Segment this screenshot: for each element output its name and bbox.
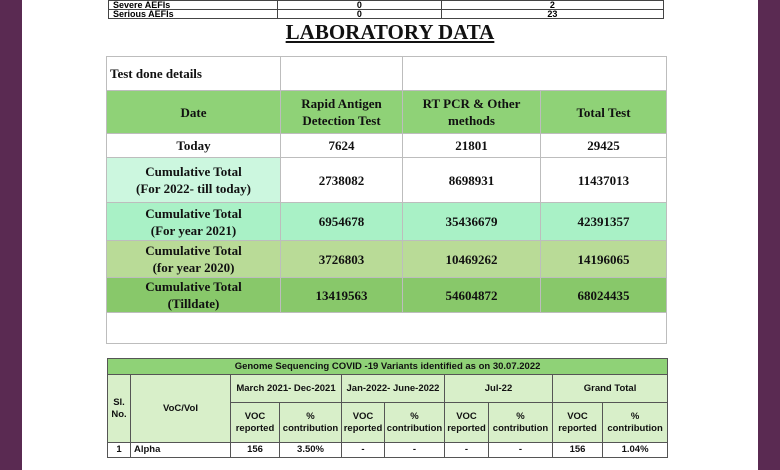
row-date: Today [107,134,281,158]
table-row [109,1,664,10]
test-done-caption: Test done details [107,57,281,91]
aefi-label: Serious AEFIs [109,10,278,19]
table-row [107,313,667,344]
column-header-rtpcr: RT PCR & Other methods [403,91,541,134]
sub-header-voc: VOC reported [445,403,489,443]
sub-header-pct: % contribution [280,403,342,443]
total-value: 42391357 [541,203,667,241]
row-date-line1: Cumulative Total [145,243,242,258]
table-header-row [107,91,667,134]
empty-cell [403,57,667,91]
table-row [107,278,667,313]
table-row [107,158,667,203]
laboratory-data-title: LABORATORY DATA [285,20,495,44]
rtpcr-value: 35436679 [403,203,541,241]
row-cell: - [342,443,385,458]
table-row [107,203,667,241]
rtpcr-value: 54604872 [403,278,541,313]
rapid-value: 13419563 [281,278,403,313]
rapid-value: 7624 [281,134,403,158]
row-cell: 1.04% [603,443,668,458]
right-frame-border [758,0,780,470]
genome-sequencing-table [107,358,668,458]
column-header-date: Date [107,91,281,134]
row-date [107,241,281,278]
rapid-value: 6954678 [281,203,403,241]
total-value: 14196065 [541,241,667,278]
column-header-rapid-antigen: Rapid Antigen Detection Test [281,91,403,134]
total-value: 11437013 [541,158,667,203]
sub-header-voc: VOC reported [231,403,280,443]
period-header: March 2021- Dec-2021 [231,375,342,403]
left-frame-border [0,0,22,470]
row-sl: 1 [108,443,131,458]
total-value: 68024435 [541,278,667,313]
row-date-line1: Cumulative Total [145,279,242,294]
rapid-value: 2738082 [281,158,403,203]
total-value: 29425 [541,134,667,158]
row-date [107,203,281,241]
row-cell: - [445,443,489,458]
empty-cell [281,57,403,91]
aefi-label: Severe AEFIs [109,1,278,10]
row-cell: 3.50% [280,443,342,458]
laboratory-data-table [106,56,667,344]
sub-header-voc: VOC reported [342,403,385,443]
table-row [107,241,667,278]
rapid-value: 3726803 [281,241,403,278]
period-header: Jul-22 [445,375,553,403]
row-date-line1: Cumulative Total [145,205,242,221]
row-date-line2: (for year 2020) [152,260,235,275]
genome-title: Genome Sequencing COVID -19 Variants identified as on 30.07.2022 [108,359,668,375]
row-date-line2: (For 2022- till today) [136,181,251,196]
table-row [107,134,667,158]
row-date [107,158,281,203]
column-header-sl-no: Sl. No. [108,375,131,443]
aefi-value: 2 [441,1,663,10]
period-header: Jan-2022- June-2022 [342,375,445,403]
aefi-value: 0 [278,1,442,10]
table-row [107,57,667,91]
row-cell: - [385,443,445,458]
row-cell: 156 [231,443,280,458]
sub-header-pct: % contribution [385,403,445,443]
sub-header-pct: % contribution [603,403,668,443]
row-date-line2: (Tilldate) [167,296,220,311]
column-header-total-test: Total Test [541,91,667,134]
row-date-line1: Cumulative Total [145,164,242,179]
rtpcr-value: 8698931 [403,158,541,203]
sub-header-pct: % contribution [489,403,553,443]
aefi-value: 23 [441,10,663,19]
table-row [108,443,668,458]
rtpcr-value: 10469262 [403,241,541,278]
aefi-value: 0 [278,10,442,19]
column-header-voc-voi: VoC/VoI [131,375,231,443]
row-date [107,278,281,313]
empty-cell [107,313,667,344]
row-cell: - [489,443,553,458]
table-row [108,359,668,375]
table-row [109,10,664,19]
period-header: Grand Total [553,375,668,403]
row-cell: 156 [553,443,603,458]
rtpcr-value: 21801 [403,134,541,158]
row-variant-name: Alpha [131,443,231,458]
sub-header-voc: VOC reported [553,403,603,443]
aefi-table [108,0,664,19]
table-header-row [108,375,668,403]
row-date-line2: (For year 2021) [150,222,237,238]
